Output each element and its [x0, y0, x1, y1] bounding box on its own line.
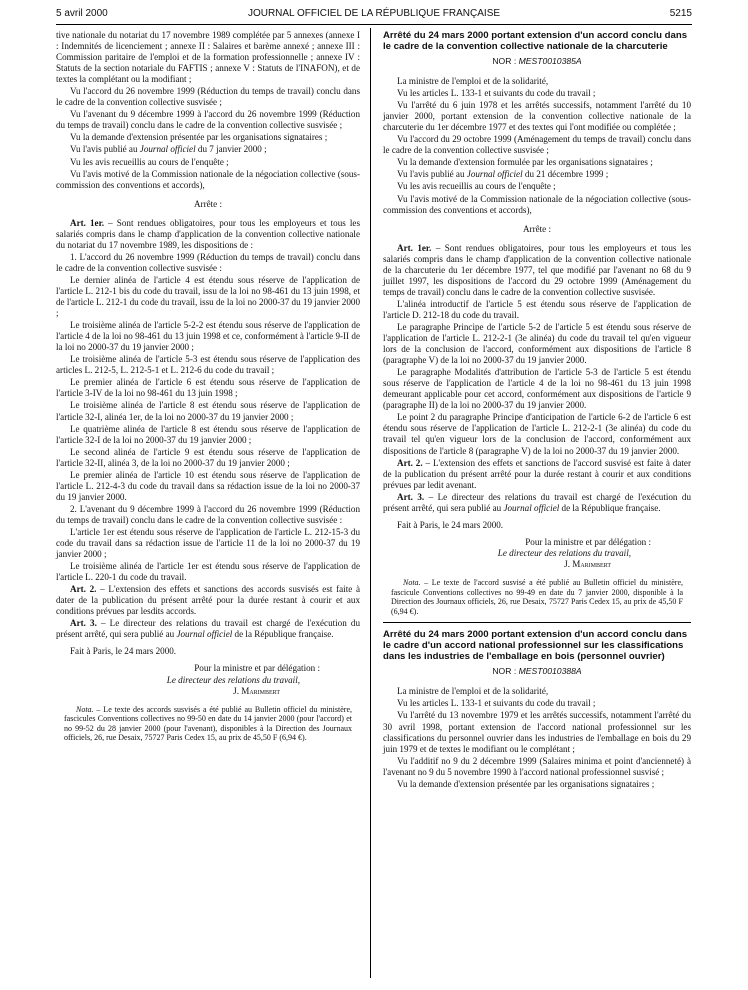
left-signature-1: Pour la ministre et par délégation :: [194, 663, 320, 674]
left-para-4: Le troisième alinéa de l'article 5-3 est étendu sous réserve de l'application des articles L. 212-5, L. 212-5-1 et L. 212-6 du code du travail ;: [56, 354, 360, 376]
header-rule: [56, 24, 692, 25]
left-signature-3: J. Marimbert: [233, 685, 280, 696]
left-para-7: Le quatrième alinéa de l'article 8 est étendu sous réserve de l'application de l'article 32-I de la loi no 2000-37 du 19 janvier 2000 ;: [56, 423, 360, 445]
right-column: [383, 30, 691, 791]
left-vu-5: Vu l'avis motivé de la Commission nationale de la négociation collective (sous-commission des conventions et accords),: [56, 168, 360, 190]
header-date: 5 avril 2000: [56, 8, 108, 19]
right-para-1: L'alinéa introductif de l'article 5 est étendu sous réserve de l'application de l'article D. 212-18 du code du travail.: [383, 298, 691, 320]
left-para-12: Le troisième alinéa de l'article 1er est étendu sous réserve de l'application de l'article L. 220-1 du code du travail.: [56, 561, 360, 583]
right-article-1: Art. 1er. – Sont rendues obligatoires, pour tous les employeurs et tous les salariés compris dans le champ d'application de la convention collective nationale de la charcuterie du 1er décembre 1977, tel que modifié par l'avenant no 68 du 9 juillet 1997, les dispositions de l'accord du 29 octobre 1999 (Aménagement du temps de travail) conclu dans le cadre de la convention collective susvisée.: [383, 242, 691, 297]
left-para-8: Le second alinéa de l'article 9 est étendu sous réserve de l'application de l'article 32-II, alinéa 3, de la loi no 2000-37 du 19 janvier 2000 ;: [56, 446, 360, 468]
left-para-11: L'article 1er est étendu sous réserve de l'application de l'article L. 212-15-3 du code du travail dans sa rédaction issue de l'article 11 de la loi no 2000-37 du 19 janvier 2000 ;: [56, 526, 360, 560]
left-nota: Nota. – Le texte des accords susvisés a été publié au Bulletin officiel du ministère, fascicules Conventions collectives no 99-50 en date du 14 janvier 2000 (pour l'accord) et no 99-52 du 28 janvier 2000 (pour l'avenant), disponibles à la Direction des Journaux officiels, 26, rue Desaix, 75727 Paris Cedex 15, au prix de 45,50 F (6,94 €).: [64, 704, 352, 743]
left-vu-2: Vu l'avenant du 9 décembre 1999 à l'accord du 26 novembre 1999 (Réduction du temps de travail) conclu dans le cadre de la convention collective susvisée ;: [56, 109, 360, 131]
left-para-3: Le troisième alinéa de l'article 5-2-2 est étendu sous réserve de l'application de l'article 4 de la loi no 98-461 du 13 juin 1998 et ce, conformément à l'article 9-II de la loi no 2000-37 du 19 janvier 2000 ;: [56, 320, 360, 353]
right-vu-c3: Vu l'arrêté du 13 novembre 1979 et les arrêtés successifs, notamment l'arrêté du 30 avril 1998, portant extension de l'accord national professionnel sur les classifications du personnel ouvrier dans les industries de l'emballage en bois du 29 juin 1979 et de textes le modifiant ou le complétant ;: [383, 710, 691, 754]
section-separator: [383, 622, 691, 623]
right-vu-c2: Vu les articles L. 133-1 et suivants du code du travail ;: [397, 698, 596, 709]
left-intro: tive nationale du notariat du 17 novembre 1989 complétée par 5 annexes (annexe I : Indemnités de licenciement ; annexe II : Salaires et barème annexé ; annexe III : Commission paritaire de l'emploi et de la formation professionnelle ; annexe IV : Statuts de la section notariale du FAFTIS ; annexe V : Statuts de l'INAFON), et de textes la complétant ou la modifiant ;: [56, 30, 360, 85]
column-divider: [370, 28, 371, 978]
left-para-5: Le premier alinéa de l'article 6 est étendu sous réserve de l'application de l'article 3-IV de la loi no 98-461 du 13 juin 1998 ;: [56, 377, 360, 399]
right-vu-b1: Vu les avis recueillis au cours de l'enquête ;: [397, 181, 556, 192]
right-vu-a2: Vu les articles L. 133-1 et suivants du code du travail ;: [397, 88, 596, 99]
right-vu-c5: Vu la demande d'extension présentée par les organisations signataires ;: [397, 778, 655, 789]
right-article-3: Art. 3. – Le directeur des relations du travail est chargé de l'exécution du présent arrêté, qui sera publié au Journal officiel de la République française.: [383, 491, 691, 513]
right-para-2: Le paragraphe Principe de l'article 5-2 de l'article 5 est étendu sous réserve de l'application de l'article L. 212-2-1 (3e alinéa) du code du travail tel qu'en vigueur lors de la conclusion de l'accord, conformément aux dispositions de l'article 8 (paragraphe V) de la loi no 2000-37 du 19 janvier 2000.: [383, 321, 691, 366]
left-para-10: 2. L'avenant du 9 décembre 1999 à l'accord du 26 novembre 1999 (Réduction du temps de travail) conclu dans le cadre de la convention collective susvisée :: [56, 503, 360, 525]
right-signature-1: Pour la ministre et par délégation :: [525, 536, 651, 547]
right-vu-c4: Vu l'additif no 9 du 2 décembre 1999 (Salaires minima et point d'ancienneté) à l'avenant no 9 du 5 novembre 1990 à l'accord national professionnel susvisé ;: [383, 755, 691, 777]
left-column: [56, 30, 360, 744]
left-fait: Fait à Paris, le 24 mars 2000.: [70, 646, 177, 657]
left-article-3: Art. 3. – Le directeur des relations du travail est chargé de l'exécution du présent arrêté, qui sera publié au Journal officiel de la République française.: [56, 618, 360, 640]
right-nota: Nota. – Le texte de l'accord susvisé a été publié au Bulletin officiel du ministère, fascicule Conventions collectives no 99-49 en date du 7 janvier 2000, disponible à la Direction des Journaux officiels, 26, rue Desaix, 75727 Paris Cedex 15, au prix de 45,50 F (6,94 €).: [391, 577, 683, 616]
right-vu-c1: La ministre de l'emploi et de la solidarité,: [397, 686, 549, 697]
right-vu-a1: La ministre de l'emploi et de la solidarité,: [397, 76, 549, 87]
left-vu-1: Vu l'accord du 26 novembre 1999 (Réduction du temps de travail) conclu dans le cadre de la convention collective susvisée ;: [56, 86, 360, 108]
right-heading-1: Arrêté du 24 mars 2000 portant extension d'un accord conclu dans le cadre de la convention collective nationale de la charcuterie: [383, 30, 688, 52]
left-para-6: Le troisième alinéa de l'article 8 est étendu sous réserve de l'application de l'article 32-I, alinéa 1er, de la loi no 2000-37 du 19 janvier 2000 ;: [56, 400, 360, 422]
right-vu-a3: Vu l'arrêté du 6 juin 1978 et les arrêtés successifs, notamment l'arrêté du 10 janvier 2000, portant extension de la convention collective nationale de la charcuterie du 1er décembre 1977 et des textes qui l'ont modifiée ou complétée ;: [383, 100, 691, 133]
left-vu-publie: Vu l'avis publié au Journal officiel du 7 janvier 2000 ;: [70, 144, 267, 155]
left-vu-4: Vu les avis recueillis au cours de l'enquête ;: [70, 156, 229, 167]
right-signature-3: J. Marimbert: [564, 558, 611, 569]
left-signature-2: Le directeur des relations du travail,: [166, 674, 300, 685]
right-arrete: Arrête :: [522, 223, 552, 234]
right-nor-2: NOR : MEST0010388A: [492, 666, 582, 677]
right-para-4: Le point 2 du paragraphe Principe d'anticipation de l'article 6-2 de l'article 6 est étendu sous réserve de l'application de l'article L. 212-2-1 (3e alinéa) du code du travail tel qu'en vigueur lors de la conclusion de l'accord, conformément aux dispositions de l'article 8 (paragraphe V) de la loi no 2000-37 du 19 janvier 2000.: [383, 412, 691, 456]
right-article-2: Art. 2. – L'extension des effets et sanctions de l'accord susvisé est faite à dater de la publication du présent arrêté pour la durée restant à courir et aux conditions prévues par ledit avenant.: [383, 457, 691, 490]
right-vu-publie: Vu l'avis publié au Journal officiel du 21 décembre 1999 ;: [397, 169, 609, 180]
left-para-9: Le premier alinéa de l'article 10 est étendu sous réserve de l'application de l'article L. 212-4-3 du code du travail dans sa rédaction issue de la loi no 2000-37 du 19 janvier 2000.: [56, 469, 360, 502]
right-nor-1: NOR : MEST0010385A: [492, 56, 582, 66]
left-article-1: Art. 1er. – Sont rendues obligatoires, pour tous les employeurs et tous les salariés compris dans le champ d'application de la convention collective nationale du notariat du 17 novembre 1989, les dispositions de :: [56, 217, 360, 250]
right-vu-a4: Vu l'accord du 29 octobre 1999 (Aménagement du temps de travail) conclu dans le cadre de la convention collective susvisée ;: [383, 134, 691, 156]
right-fait: Fait à Paris, le 24 mars 2000.: [397, 519, 504, 530]
left-para-2: Le dernier alinéa de l'article 4 est étendu sous réserve de l'application de l'article L. 212-1 bis du code du travail, issu de la loi no 98-461 du 13 juin 1998, et de l'article L. 212-1 du code du travail, issu de la loi no 2000-37 du 19 janvier 2000 ;: [56, 274, 360, 319]
left-article-2: Art. 2. – L'extension des effets et sanctions des accords susvisés est faite à dater de la publication du présent arrêté pour la durée restant à courir et aux conditions prévues par lesdits accords.: [56, 584, 361, 617]
right-para-3: Le paragraphe Modalités d'attribution de l'article 5-3 de l'article 5 est étendu sous réserve de l'application de l'article 4 de la loi no 98-461 du 13 juin 1998 demeurant applicable pour cet accord, conformément aux dispositions de l'article 9 (paragraphe II) de la loi no 2000-37 du 19 janvier 2000.: [383, 367, 691, 411]
left-arrete: Arrête :: [193, 198, 223, 209]
right-heading-2: Arrêté du 24 mars 2000 portant extension d'un accord conclu dans le cadre d'un accord national professionnel sur les classifications dans les industries de l'emballage en bois (personnel ouvrier): [383, 629, 688, 663]
left-vu-3: Vu la demande d'extension présentée par les organisations signataires ;: [70, 132, 328, 143]
header-page-number: 5215: [669, 8, 692, 19]
right-vu-a5: Vu la demande d'extension formulée par les organisations signataires ;: [397, 157, 653, 168]
header-title: JOURNAL OFFICIEL DE LA RÉPUBLIQUE FRANÇAISE: [247, 8, 501, 19]
left-para-1: 1. L'accord du 26 novembre 1999 (Réduction du temps de travail) conclu dans le cadre de la convention collective susvisée :: [56, 251, 360, 273]
right-vu-b2: Vu l'avis motivé de la Commission nationale de la négociation collective (sous-commission des conventions et accords),: [383, 193, 691, 215]
right-signature-2: Le directeur des relations du travail,: [497, 547, 631, 558]
